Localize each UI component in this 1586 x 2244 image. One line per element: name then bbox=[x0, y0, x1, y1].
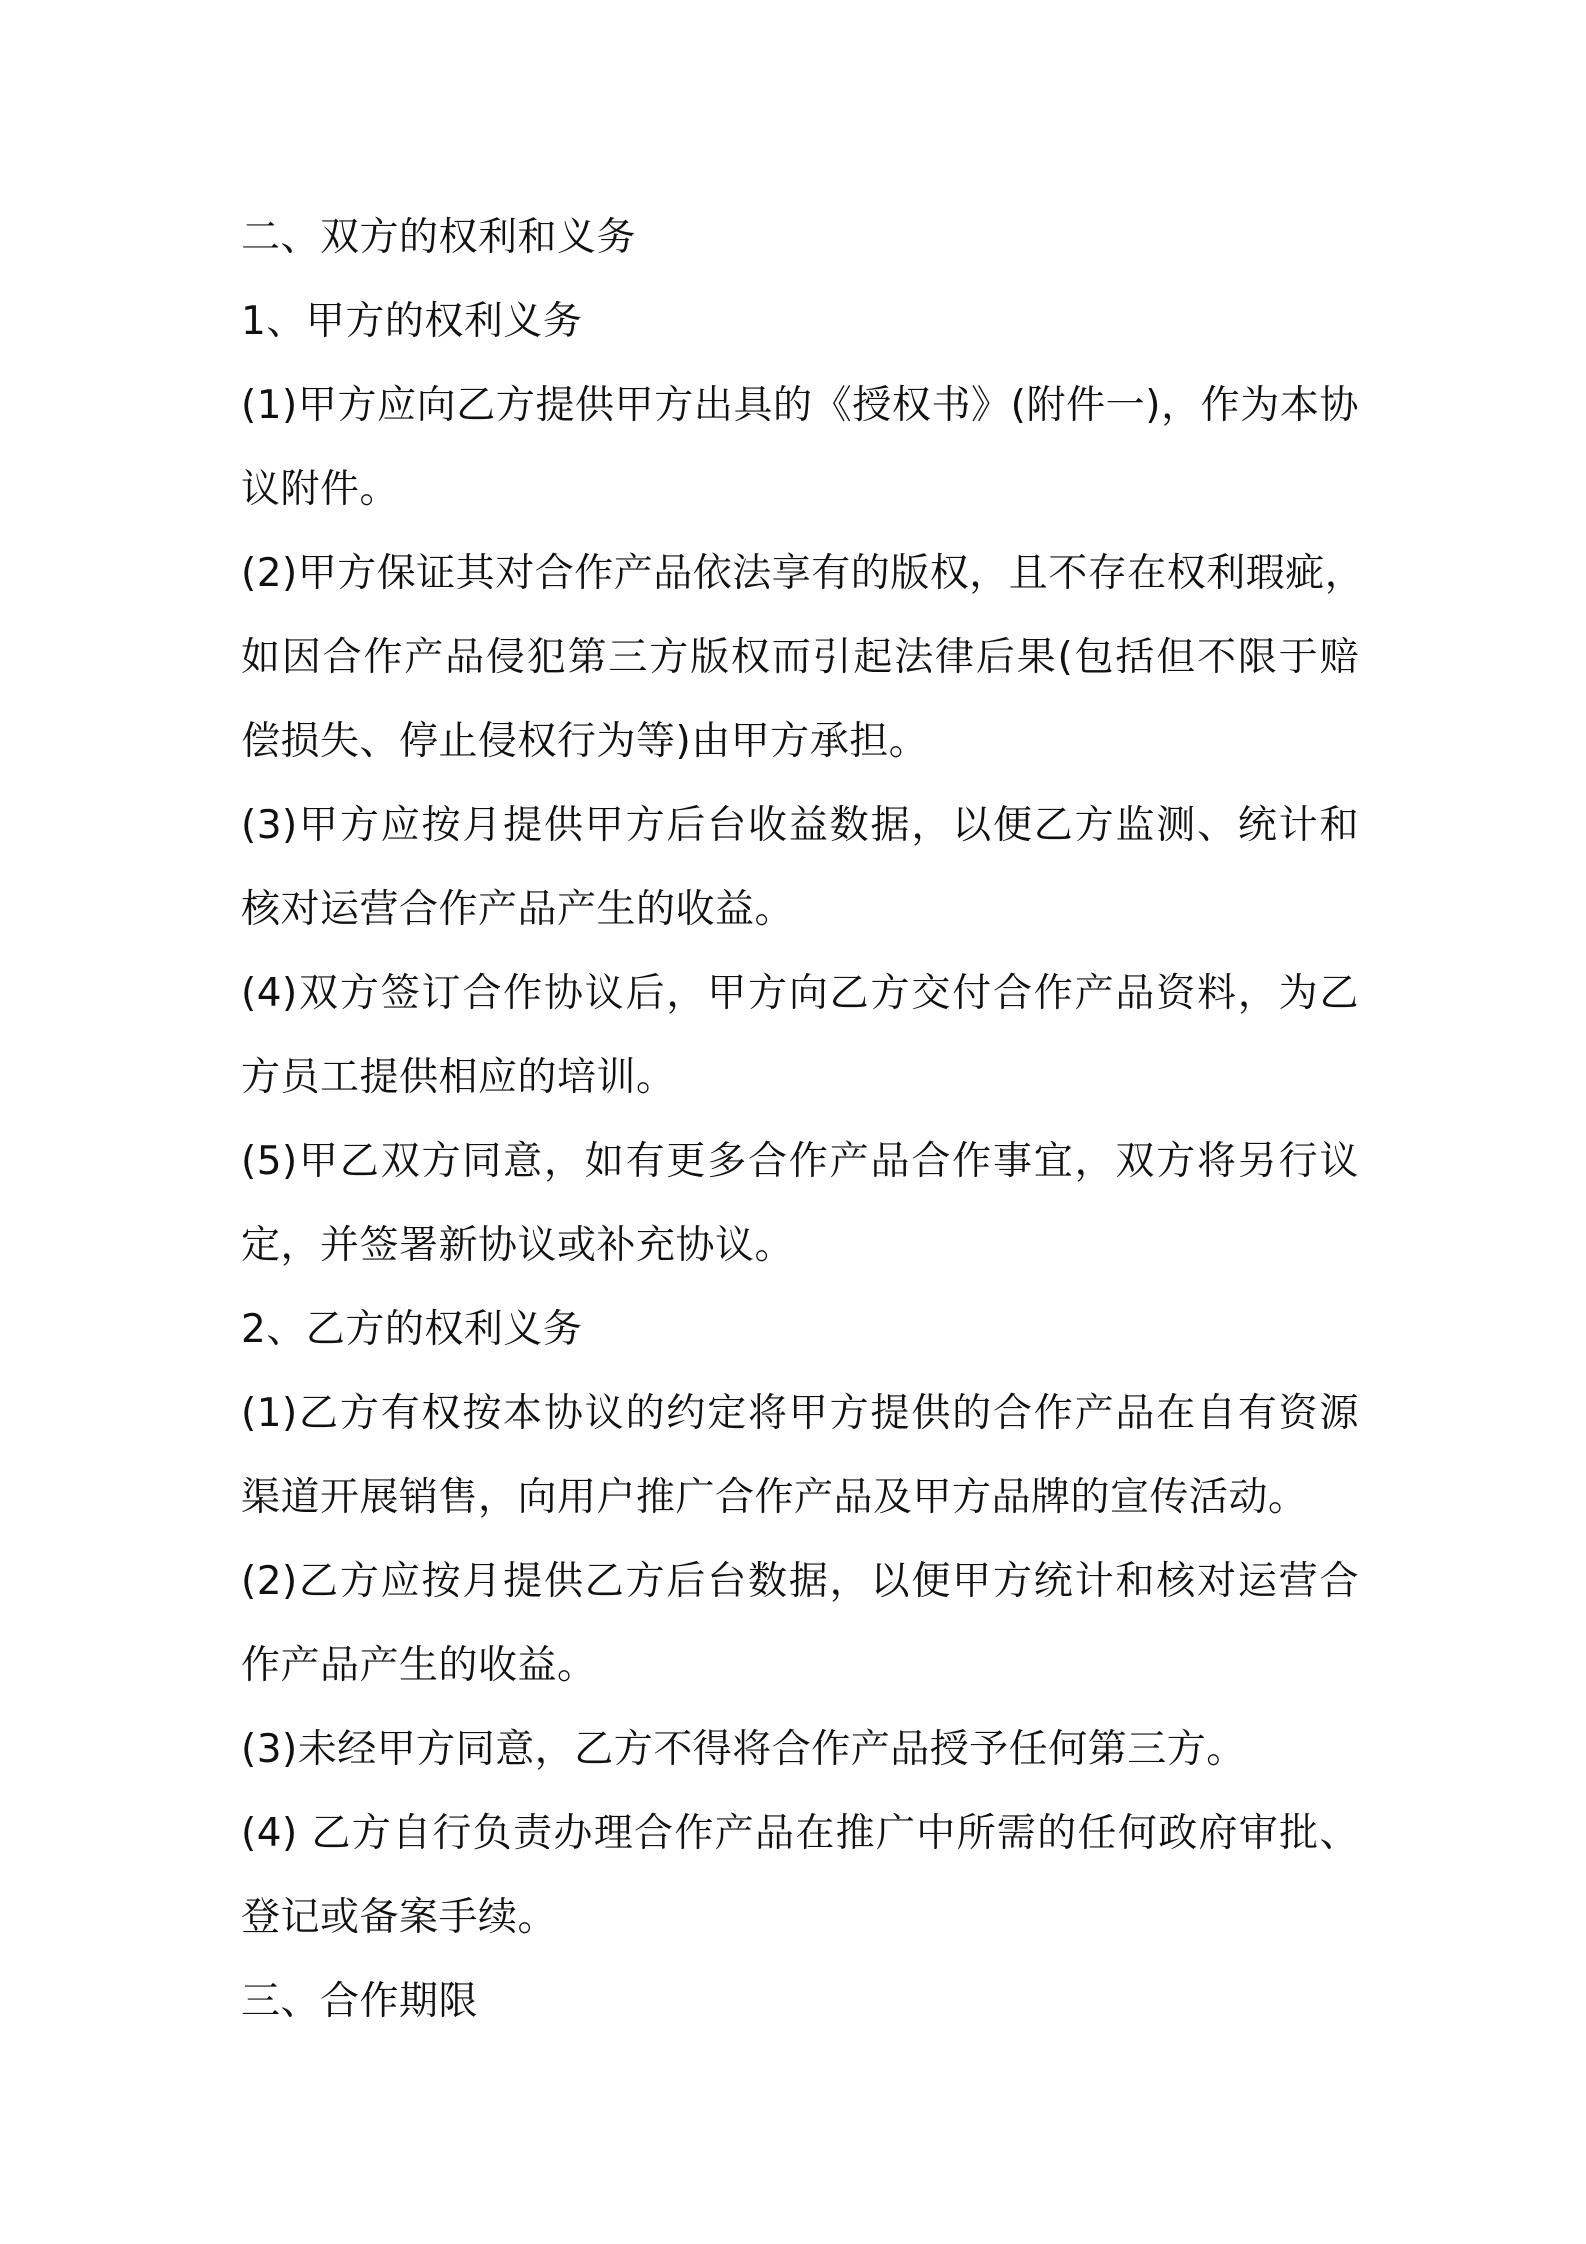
paragraph-line: (5)甲乙双方同意，如有更多合作产品合作事宜，双方将另行议 bbox=[241, 1139, 1359, 1184]
document-body bbox=[241, 196, 1365, 2044]
paragraph-line: 定，并签署新协议或补充协议。 bbox=[241, 1223, 795, 1268]
paragraph-line: (3)未经甲方同意，乙方不得将合作产品授予任何第三方。 bbox=[241, 1727, 1246, 1772]
section-heading: 三、合作期限 bbox=[241, 1979, 479, 2024]
subsection-heading: 1、甲方的权利义务 bbox=[241, 299, 583, 344]
paragraph-line: (2)乙方应按月提供乙方后台数据，以便甲方统计和核对运营合 bbox=[241, 1559, 1359, 1604]
section-heading: 二、双方的权利和义务 bbox=[241, 215, 637, 260]
paragraph-line: 登记或备案手续。 bbox=[241, 1895, 558, 1940]
paragraph-line: 核对运营合作产品产生的收益。 bbox=[241, 887, 795, 932]
paragraph-line: (1)乙方有权按本协议的约定将甲方提供的合作产品在自有资源 bbox=[241, 1391, 1359, 1436]
paragraph-line: 渠道开展销售，向用户推广合作产品及甲方品牌的宣传活动。 bbox=[241, 1475, 1308, 1520]
paragraph-line: (1)甲方应向乙方提供甲方出具的《授权书》(附件一)，作为本协 bbox=[241, 383, 1359, 428]
paragraph-line: (3)甲方应按月提供甲方后台收益数据，以便乙方监测、统计和 bbox=[241, 803, 1359, 848]
paragraph-line: (4) 乙方自行负责办理合作产品在推广中所需的任何政府审批、 bbox=[241, 1811, 1359, 1856]
paragraph-line: (2)甲方保证其对合作产品依法享有的版权，且不存在权利瑕疵， bbox=[241, 551, 1365, 596]
subsection-heading: 2、乙方的权利义务 bbox=[241, 1307, 583, 1352]
paragraph-line: 方员工提供相应的培训。 bbox=[241, 1055, 676, 1100]
paragraph-line: 偿损失、停止侵权行为等)由甲方承担。 bbox=[241, 719, 929, 764]
paragraph-line: 作产品产生的收益。 bbox=[241, 1643, 597, 1688]
paragraph-line: 如因合作产品侵犯第三方版权而引起法律后果(包括但不限于赔 bbox=[241, 635, 1359, 680]
paragraph-line: 议附件。 bbox=[241, 467, 400, 512]
paragraph-line: (4)双方签订合作协议后，甲方向乙方交付合作产品资料，为乙 bbox=[241, 971, 1359, 1016]
